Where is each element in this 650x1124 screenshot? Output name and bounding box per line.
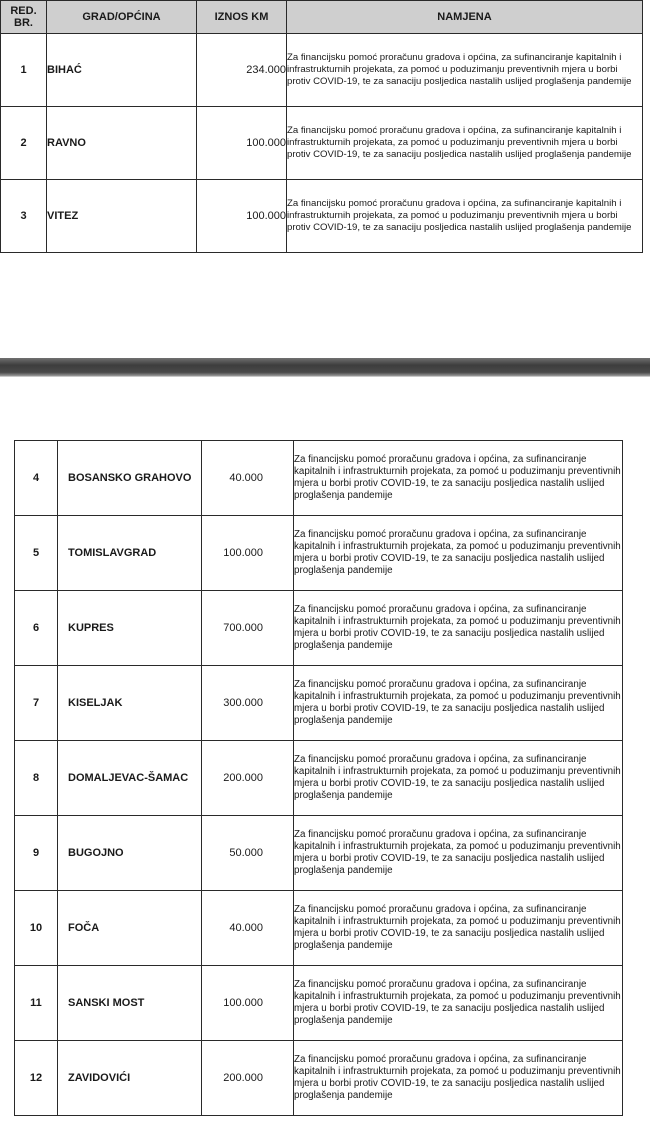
table-header-row <box>1 1 643 34</box>
table-row <box>15 666 623 741</box>
table-row <box>15 891 623 966</box>
row-city: ZAVIDOVIĆI <box>58 1041 202 1116</box>
row-amount: 40.000 <box>202 891 294 966</box>
table-row <box>1 107 643 180</box>
row-amount: 200.000 <box>202 741 294 816</box>
row-city: KUPRES <box>58 591 202 666</box>
row-number: 2 <box>1 107 47 180</box>
row-number: 11 <box>15 966 58 1041</box>
header-purpose: NAMJENA <box>287 1 643 34</box>
row-number: 12 <box>15 1041 58 1116</box>
row-amount: 40.000 <box>202 441 294 516</box>
row-purpose: Za financijsku pomoć proračunu gradova i općina, za sufinanciranje kapitalnih i infrastrukturnih projekata, za pomoć u poduzimanju preventivnih mjera u borbi protiv COVID-19, te za sanaciju posljedica nastalih uslijed proglašenja pandemije <box>294 591 623 666</box>
row-amount: 100.000 <box>202 516 294 591</box>
row-purpose: Za financijsku pomoć proračunu gradova i općina, za sufinanciranje kapitalnih i infrastrukturnih projekata, za pomoć u poduzimanju preventivnih mjera u borbi protiv COVID-19, te za sanaciju posljedica nastalih uslijed proglašenja pandemije <box>287 107 643 180</box>
header-num: RED. BR. <box>1 1 47 34</box>
row-purpose: Za financijsku pomoć proračunu gradova i općina, za sufinanciranje kapitalnih i infrastrukturnih projekata, za pomoć u poduzimanju preventivnih mjera u borbi protiv COVID-19, te za sanaciju posljedica nastalih uslijed proglašenja pandemije <box>294 741 623 816</box>
row-number: 4 <box>15 441 58 516</box>
row-purpose: Za financijsku pomoć proračunu gradova i općina, za sufinanciranje kapitalnih i infrastrukturnih projekata, za pomoć u poduzimanju preventivnih mjera u borbi protiv COVID-19, te za sanaciju posljedica nastalih uslijed proglašenja pandemije <box>294 441 623 516</box>
row-number: 10 <box>15 891 58 966</box>
page-separator-line <box>0 376 650 377</box>
row-amount: 300.000 <box>202 666 294 741</box>
row-purpose: Za financijsku pomoć proračunu gradova i općina, za sufinanciranje kapitalnih i infrastrukturnih projekata, za pomoć u poduzimanju preventivnih mjera u borbi protiv COVID-19, te za sanaciju posljedica nastalih uslijed proglašenja pandemije <box>294 516 623 591</box>
row-city: RAVNO <box>47 107 197 180</box>
allocation-table-top <box>0 0 643 253</box>
row-city: DOMALJEVAC-ŠAMAC <box>58 741 202 816</box>
row-amount: 100.000 <box>197 180 287 253</box>
page-separator <box>0 358 650 376</box>
row-purpose: Za financijsku pomoć proračunu gradova i općina, za sufinanciranje kapitalnih i infrastrukturnih projekata, za pomoć u poduzimanju preventivnih mjera u borbi protiv COVID-19, te za sanaciju posljedica nastalih uslijed proglašenja pandemije <box>287 180 643 253</box>
table-row <box>1 180 643 253</box>
table-row <box>15 1041 623 1116</box>
row-amount: 700.000 <box>202 591 294 666</box>
row-amount: 200.000 <box>202 1041 294 1116</box>
row-amount: 50.000 <box>202 816 294 891</box>
row-purpose: Za financijsku pomoć proračunu gradova i općina, za sufinanciranje kapitalnih i infrastrukturnih projekata, za pomoć u poduzimanju preventivnih mjera u borbi protiv COVID-19, te za sanaciju posljedica nastalih uslijed proglašenja pandemije <box>294 966 623 1041</box>
row-city: BIHAĆ <box>47 34 197 107</box>
row-number: 5 <box>15 516 58 591</box>
document-page-top <box>0 0 650 262</box>
row-number: 7 <box>15 666 58 741</box>
table-row <box>15 741 623 816</box>
row-number: 9 <box>15 816 58 891</box>
row-city: KISELJAK <box>58 666 202 741</box>
row-number: 6 <box>15 591 58 666</box>
row-purpose: Za financijsku pomoć proračunu gradova i općina, za sufinanciranje kapitalnih i infrastrukturnih projekata, za pomoć u poduzimanju preventivnih mjera u borbi protiv COVID-19, te za sanaciju posljedica nastalih uslijed proglašenja pandemije <box>294 816 623 891</box>
header-city: GRAD/OPĆINA <box>47 1 197 34</box>
row-number: 8 <box>15 741 58 816</box>
table-row <box>15 591 623 666</box>
row-amount: 100.000 <box>202 966 294 1041</box>
row-purpose: Za financijsku pomoć proračunu gradova i općina, za sufinanciranje kapitalnih i infrastrukturnih projekata, za pomoć u poduzimanju preventivnih mjera u borbi protiv COVID-19, te za sanaciju posljedica nastalih uslijed proglašenja pandemije <box>294 891 623 966</box>
row-city: VITEZ <box>47 180 197 253</box>
allocation-table-bottom <box>14 440 623 1116</box>
row-amount: 234.000 <box>197 34 287 107</box>
table-row <box>15 966 623 1041</box>
row-purpose: Za financijsku pomoć proračunu gradova i općina, za sufinanciranje kapitalnih i infrastrukturnih projekata, za pomoć u poduzimanju preventivnih mjera u borbi protiv COVID-19, te za sanaciju posljedica nastalih uslijed proglašenja pandemije <box>287 34 643 107</box>
row-amount: 100.000 <box>197 107 287 180</box>
table-row <box>1 34 643 107</box>
table-row <box>15 816 623 891</box>
row-city: TOMISLAVGRAD <box>58 516 202 591</box>
table-row <box>15 441 623 516</box>
row-city: SANSKI MOST <box>58 966 202 1041</box>
row-number: 1 <box>1 34 47 107</box>
row-city: FOČA <box>58 891 202 966</box>
row-city: BUGOJNO <box>58 816 202 891</box>
row-number: 3 <box>1 180 47 253</box>
row-city: BOSANSKO GRAHOVO <box>58 441 202 516</box>
header-amount: IZNOS KM <box>197 1 287 34</box>
row-purpose: Za financijsku pomoć proračunu gradova i općina, za sufinanciranje kapitalnih i infrastrukturnih projekata, za pomoć u poduzimanju preventivnih mjera u borbi protiv COVID-19, te za sanaciju posljedica nastalih uslijed proglašenja pandemije <box>294 1041 623 1116</box>
row-purpose: Za financijsku pomoć proračunu gradova i općina, za sufinanciranje kapitalnih i infrastrukturnih projekata, za pomoć u poduzimanju preventivnih mjera u borbi protiv COVID-19, te za sanaciju posljedica nastalih uslijed proglašenja pandemije <box>294 666 623 741</box>
document-page-bottom <box>0 440 650 1124</box>
table-row <box>15 516 623 591</box>
